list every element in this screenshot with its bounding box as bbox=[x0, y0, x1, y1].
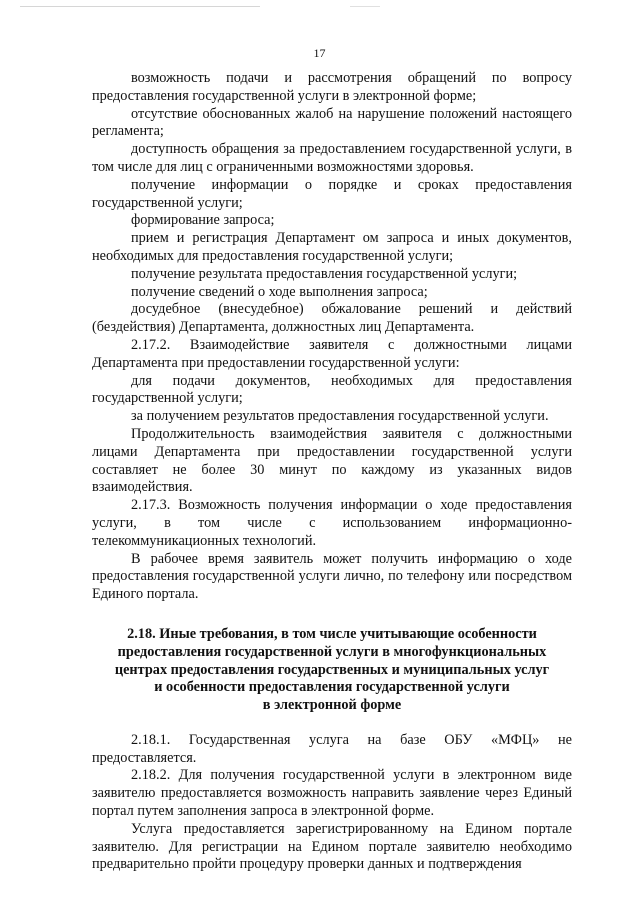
paragraph: за получением результатов предоставления государственной услуги. bbox=[131, 408, 549, 425]
paragraph: досудебное (внесудебное) обжалование решений и действий (бездействия) Департамента, должностных лиц Департамента. bbox=[92, 301, 572, 336]
section-2-17-2-paragraph: 2.17.2. Взаимодействие заявителя с должностными лицами Департамента при предоставлении государственной услуги: bbox=[92, 336, 572, 371]
paragraph: Услуга предоставляется зарегистрированному на Едином портале заявителю. Для регистрации на Едином портале заявителю необходимо предварительно пройти процедуру проверки данных и подтверждения bbox=[92, 820, 572, 873]
section-2-18-1-paragraph: 2.18.1. Государственная услуга на базе ОБУ «МФЦ» не предоставляется. bbox=[92, 731, 572, 766]
paragraph: прием и регистрация Департамент ом запроса и иных документов, необходимых для предоставления государственной услуги; bbox=[92, 230, 572, 264]
paragraph: В рабочее время заявитель может получить информацию о ходе предоставления государственной услуги лично, по телефону или посредством Единого портала. bbox=[92, 550, 572, 603]
paragraph: получение информации о порядке и сроках предоставления государственной услуги; bbox=[92, 176, 572, 211]
heading-line: центрах предоставления государственных и муниципальных услуг bbox=[114, 661, 550, 678]
paragraph: Продолжительность взаимодействия заявителя с должностными лицами Департамента при предоставлении государственной услуги составляет не более 30 минут по каждому из указанных видов взаимодействия. bbox=[92, 425, 572, 496]
paragraph: отсутствие обоснованных жалоб на нарушение положений настоящего регламента; bbox=[92, 105, 572, 140]
paragraph: получение сведений о ходе выполнения запроса; bbox=[131, 283, 428, 300]
scan-artifact bbox=[20, 6, 620, 7]
section-heading-2-18 bbox=[92, 626, 572, 715]
heading-line: в электронной форме bbox=[262, 697, 402, 714]
heading-line: предоставления государственной услуги в многофункциональных bbox=[117, 643, 547, 660]
heading-line: 2.18. Иные требования, в том числе учитывающие особенности bbox=[127, 625, 537, 642]
section-2-18-2-paragraph: 2.18.2. Для получения государственной услуги в электронном виде заявителю предоставляется возможность направить заявление через Единый портал путем заполнения запроса в электронной форме. bbox=[92, 767, 572, 820]
heading-line: и особенности предоставления государственной услуги bbox=[154, 679, 510, 696]
paragraph: возможность подачи и рассмотрения обращений по вопросу предоставления государственной услуги в электронной форме; bbox=[92, 70, 572, 104]
page-number: 17 bbox=[313, 46, 326, 60]
section-2-17-3-paragraph: 2.17.3. Возможность получения информации о ходе предоставления услуги, в том числе с использованием информационно-телекоммуникационных технологий. bbox=[92, 497, 572, 549]
paragraph: доступность обращения за предоставлением государственной услуги, в том числе для лиц с ограниченными возможностями здоровья. bbox=[92, 141, 572, 175]
paragraph: формирование запроса; bbox=[131, 212, 275, 229]
paragraph: для подачи документов, необходимых для предоставления государственной услуги; bbox=[92, 372, 572, 407]
document-body bbox=[92, 70, 572, 874]
paragraph: получение результата предоставления государственной услуги; bbox=[131, 265, 518, 282]
